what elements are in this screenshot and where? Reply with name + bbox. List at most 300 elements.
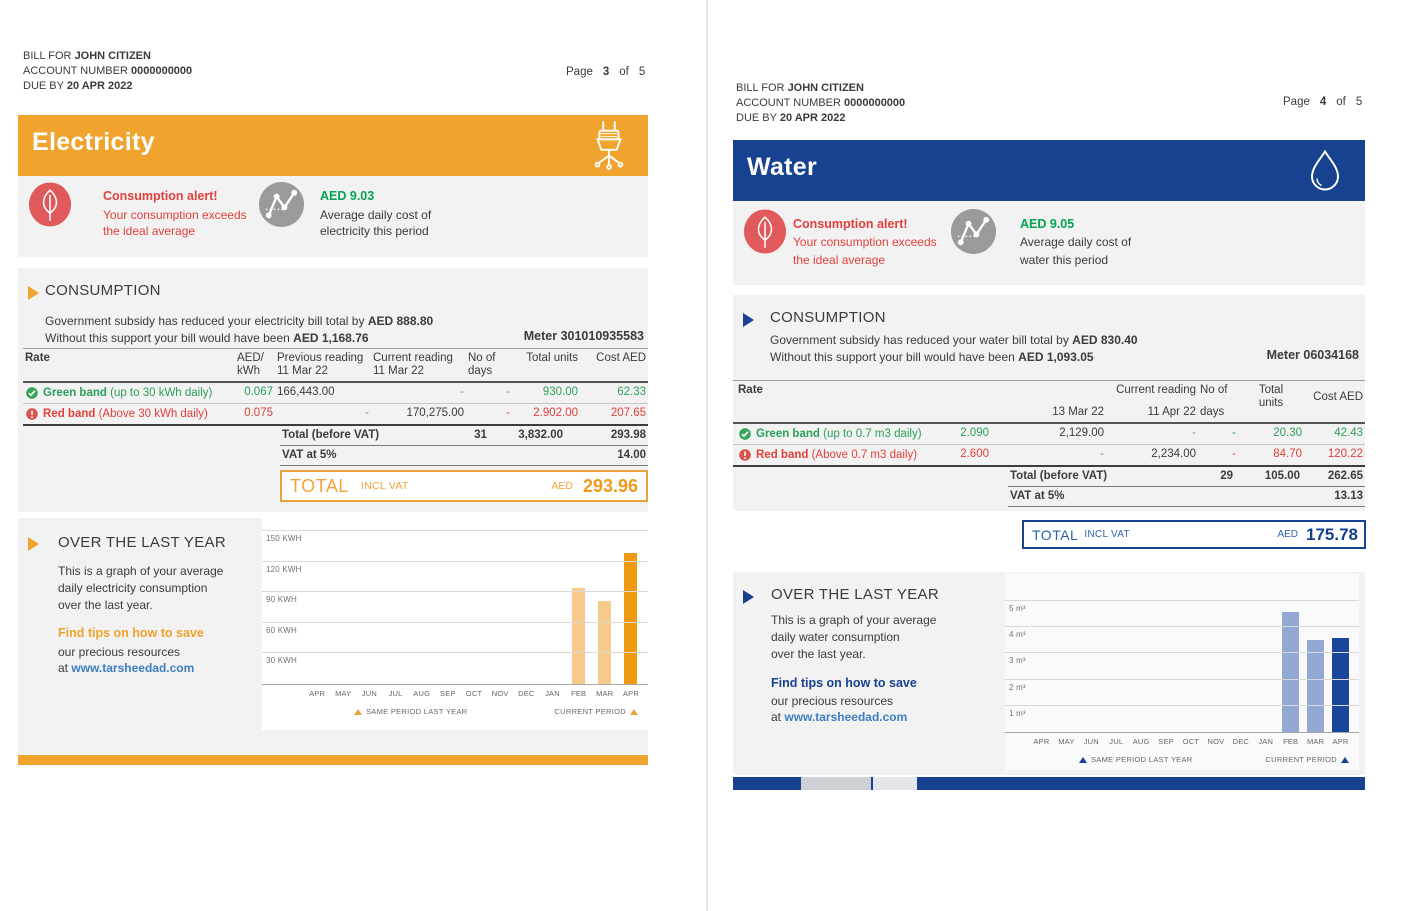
- month-slot: [356, 526, 382, 684]
- col-total-units: [512, 349, 580, 381]
- total-days: 31: [474, 429, 487, 441]
- over-last-year-title: OVER THE LAST YEAR: [771, 586, 939, 603]
- month-slot: [1054, 588, 1079, 732]
- green-band-label: [756, 428, 922, 441]
- due-line: [736, 111, 905, 126]
- section-marker-triangle: [28, 537, 39, 551]
- water-alert-panel: [733, 201, 1365, 285]
- bill-for-label: BILL FOR: [736, 82, 785, 94]
- due-label: DUE BY: [736, 112, 777, 124]
- green-band-label: [43, 387, 212, 400]
- col-days-l2: days: [468, 365, 493, 377]
- x-tick-label: APR: [1033, 737, 1050, 746]
- account-line: [736, 96, 905, 111]
- red-rate: 0.075: [244, 407, 273, 419]
- total-cost: 262.65: [1327, 470, 1363, 482]
- month-slot: [1228, 588, 1253, 732]
- col-curr-date: 11 Apr 22: [1147, 406, 1196, 418]
- legend-last-year-label: SAME PERIOD LAST YEAR: [1091, 755, 1193, 764]
- legend-last-year-label: SAME PERIOD LAST YEAR: [366, 707, 468, 716]
- chart-plot: [262, 526, 648, 685]
- col-unit-l2: kWh: [237, 365, 260, 377]
- graph-desc-l3: over the last year.: [58, 598, 153, 612]
- subsidy-amount2: AED 1,168.76: [293, 331, 369, 345]
- legend-current: [554, 707, 642, 716]
- col-units-label: Total units: [526, 352, 578, 364]
- col-total-units: [1238, 381, 1304, 422]
- footer-bar-segment: [801, 777, 871, 790]
- month-slot: [409, 526, 435, 684]
- daily-cost-graph-icon: [258, 181, 305, 228]
- gridline: [262, 530, 648, 531]
- green-band-name: Green band: [756, 427, 820, 440]
- x-tick-label: SEP: [440, 689, 456, 698]
- green-previous: 2,129.00: [1059, 427, 1104, 439]
- red-band-name: Red band: [43, 407, 96, 420]
- consumption-section-title: CONSUMPTION: [770, 309, 886, 326]
- green-band-cell: [733, 424, 933, 444]
- section-marker-triangle: [743, 313, 754, 327]
- x-tick-label: JUN: [1083, 737, 1099, 746]
- col-days: [1198, 381, 1238, 422]
- graph-desc-l1: This is a graph of your average: [58, 564, 224, 578]
- month-slot: [1303, 588, 1328, 732]
- table-header-row: [23, 348, 648, 383]
- col-cost-label: Cost AED: [596, 352, 646, 364]
- month-slot: [1253, 588, 1278, 732]
- x-tick-label: OCT: [1182, 737, 1200, 746]
- total-days: 29: [1220, 470, 1233, 482]
- table-header-row: [733, 380, 1365, 424]
- consumption-alert-title: Consumption alert!: [793, 217, 908, 231]
- month-slot: [1079, 588, 1104, 732]
- x-tick-label: NOV: [491, 689, 509, 698]
- green-days: -: [506, 386, 510, 398]
- avg-daily-cost-value: AED 9.05: [1020, 217, 1075, 231]
- electricity-consumption-chart: [262, 518, 648, 730]
- y-tick-label: 60 KWH: [266, 625, 297, 635]
- page-indicator-right: [1283, 96, 1362, 108]
- red-units: 2.902.00: [533, 407, 578, 419]
- gridline: [1005, 600, 1359, 601]
- customer-name: JOHN CITIZEN: [787, 82, 864, 94]
- x-tick-label: JUN: [361, 689, 377, 698]
- page-indicator-left: [566, 66, 645, 78]
- x-tick-label: APR: [309, 689, 326, 698]
- y-tick-label: 5 m³: [1009, 604, 1026, 614]
- legend-last-year: [350, 707, 467, 716]
- currency-label: AED: [551, 480, 573, 492]
- x-tick-label: JAN: [1258, 737, 1274, 746]
- green-band-row: [733, 424, 1365, 445]
- col-units-l1: Total: [1258, 384, 1284, 396]
- total-label: TOTAL: [290, 475, 349, 496]
- col-curr-l1: Current reading: [1116, 384, 1196, 396]
- tarsheedad-link[interactable]: www.tarsheedad.com: [784, 710, 908, 724]
- consumption-alert-title: Consumption alert!: [103, 189, 218, 203]
- subsidy-text2: Without this support your bill would have been: [45, 331, 290, 345]
- page-number: 3: [602, 66, 610, 78]
- red-band-desc: (Above 30 kWh daily): [98, 407, 208, 420]
- green-units: 20.30: [1273, 427, 1302, 439]
- legend-current: [1265, 755, 1353, 764]
- x-tick-label: MAR: [1306, 737, 1325, 746]
- month-slot: [592, 526, 618, 684]
- bill-for-line: [23, 49, 192, 64]
- vat-label: VAT at 5%: [282, 449, 337, 461]
- gridline: [262, 652, 648, 653]
- incl-vat-label: INCL VAT: [360, 480, 409, 492]
- total-label: TOTAL: [1032, 526, 1079, 543]
- y-tick-label: 2 m³: [1009, 682, 1026, 692]
- meter-number: Meter 301010935583: [523, 329, 644, 343]
- total-cost: 293.98: [610, 429, 646, 441]
- graph-desc-l2: daily water consumption: [771, 630, 900, 644]
- green-current: -: [1192, 427, 1196, 439]
- subsidy-text2: Without this support your bill would have been: [770, 350, 1015, 364]
- currency-label: AED: [1277, 529, 1298, 540]
- plug-icon: [588, 120, 630, 172]
- avg-desc-line1: Average daily cost of: [320, 208, 432, 222]
- green-check-icon: [25, 386, 39, 400]
- red-current: 170,275.00: [406, 407, 464, 419]
- month-slot: [304, 526, 330, 684]
- month-slot: [539, 526, 565, 684]
- water-footer-bar: [733, 777, 1365, 790]
- month-slot: [566, 526, 592, 684]
- chart-x-axis: [304, 689, 644, 698]
- bill-for-line: [736, 81, 905, 96]
- tips-link-line: [771, 710, 907, 724]
- total-units: 105.00: [1264, 470, 1300, 482]
- page-total: 5: [638, 66, 646, 78]
- due-date: 20 APR 2022: [779, 112, 846, 124]
- page-label: Page: [1283, 96, 1310, 108]
- y-tick-label: 30 KWH: [266, 656, 297, 666]
- vat-label: VAT at 5%: [1010, 490, 1065, 502]
- month-slot: [1179, 588, 1204, 732]
- subsidy-line2: [45, 331, 369, 345]
- red-days: -: [506, 407, 510, 419]
- current-triangle-icon: [630, 709, 638, 715]
- section-marker-triangle: [28, 286, 39, 300]
- water-history-panel: [733, 572, 1365, 775]
- legend-current-label: CURRENT PERIOD: [554, 707, 626, 716]
- water-section-band: [733, 140, 1365, 201]
- month-slot: [435, 526, 461, 684]
- avg-desc-line2: water this period: [1020, 253, 1109, 267]
- electricity-title: Electricity: [32, 128, 155, 156]
- y-tick-label: 4 m³: [1009, 630, 1026, 640]
- meter-number: Meter 06034168: [1266, 348, 1359, 362]
- x-tick-label: MAY: [335, 689, 352, 698]
- month-slot: [1278, 588, 1303, 732]
- gridline: [262, 622, 648, 623]
- x-tick-label: MAR: [596, 689, 614, 698]
- legend-last-year: [1075, 755, 1192, 764]
- gridline: [1005, 705, 1359, 706]
- col-current-reading: [1106, 381, 1198, 422]
- alert-line2: the ideal average: [793, 253, 886, 267]
- x-tick-label: NOV: [1207, 737, 1225, 746]
- gridline: [262, 561, 648, 562]
- tips-line2: our precious resources: [58, 645, 181, 659]
- col-days-l1: No of: [468, 352, 496, 364]
- leaf-alert-icon: [743, 208, 787, 255]
- bar-mar-last_year: [598, 601, 611, 684]
- total-before-vat-row: [280, 426, 648, 446]
- graph-desc-l1: This is a graph of your average: [771, 613, 937, 627]
- alert-line1: Your consumption exceeds: [103, 208, 247, 222]
- electricity-consumption-table: [23, 348, 648, 502]
- gridline: [262, 591, 648, 592]
- green-band-cell: [23, 383, 235, 403]
- graph-desc-l2: daily electricity consumption: [58, 581, 208, 595]
- vat-row: [280, 446, 648, 466]
- vat-amount: 13.13: [1334, 490, 1363, 502]
- red-band-label: [43, 408, 208, 421]
- y-tick-label: 3 m³: [1009, 656, 1026, 666]
- of-label: of: [619, 66, 629, 78]
- alert-line1: Your consumption exceeds: [793, 235, 937, 249]
- bar-mar-last_year: [1307, 640, 1324, 732]
- last-year-triangle-icon: [1079, 757, 1087, 763]
- chart-legend: [262, 707, 648, 716]
- vat-amount: 14.00: [617, 449, 646, 461]
- tips-line2: our precious resources: [771, 694, 894, 708]
- total-units: 3,832.00: [518, 429, 563, 441]
- incl-vat-label: INCL VAT: [1084, 529, 1130, 540]
- bill-header-right: [736, 81, 905, 126]
- electricity-total-box: [280, 470, 648, 502]
- green-rate: 2.090: [960, 427, 989, 439]
- green-band-desc: (up to 30 kWh daily): [110, 386, 213, 399]
- red-previous: -: [365, 407, 369, 419]
- page-total: 5: [1355, 96, 1363, 108]
- red-band-cell: [733, 445, 933, 465]
- electricity-history-panel: [18, 518, 648, 754]
- legend-current-label: CURRENT PERIOD: [1265, 755, 1337, 764]
- col-unit: [235, 349, 275, 381]
- due-date: 20 APR 2022: [66, 80, 133, 92]
- red-rate: 2.600: [960, 448, 989, 460]
- red-band-cell: [23, 404, 235, 424]
- tips-link-line: [58, 661, 194, 675]
- avg-desc-line1: Average daily cost of: [1020, 235, 1132, 249]
- col-prev-l1: Previous reading: [277, 352, 364, 364]
- electricity-alert-panel: [18, 176, 648, 257]
- red-band-row: [733, 445, 1365, 467]
- electricity-consumption-panel: [18, 268, 648, 512]
- electricity-footer-bar: [18, 755, 648, 765]
- green-check-icon: [738, 427, 752, 441]
- chart-x-axis: [1029, 737, 1353, 746]
- graph-desc-l3: over the last year.: [771, 647, 866, 661]
- green-band-row: [23, 383, 648, 404]
- red-band-desc: (Above 0.7 m3 daily): [811, 448, 918, 461]
- account-number: 0000000000: [843, 97, 906, 109]
- chart-legend: [1005, 755, 1359, 764]
- y-tick-label: 1 m³: [1009, 708, 1026, 718]
- y-tick-label: 120 KWH: [266, 564, 302, 574]
- x-tick-label: FEB: [571, 689, 587, 698]
- x-tick-label: DEC: [1232, 737, 1250, 746]
- red-alert-icon: [25, 407, 39, 421]
- page-label: Page: [566, 66, 593, 78]
- month-slot: [1154, 588, 1179, 732]
- x-tick-label: APR: [622, 689, 639, 698]
- x-tick-label: JUL: [388, 689, 403, 698]
- account-label: ACCOUNT NUMBER: [736, 97, 841, 109]
- red-units: 84.70: [1273, 448, 1302, 460]
- total-before-vat-label: Total (before VAT): [282, 429, 380, 441]
- water-consumption-chart: [1005, 574, 1359, 770]
- customer-name: JOHN CITIZEN: [74, 50, 151, 62]
- col-days: [466, 349, 512, 381]
- col-prev-l2: 11 Mar 22: [277, 365, 328, 377]
- gridline: [1005, 679, 1359, 680]
- gridline: [1005, 652, 1359, 653]
- account-label: ACCOUNT NUMBER: [23, 65, 128, 77]
- total-before-vat-row: [1008, 467, 1365, 487]
- col-current-reading: [371, 349, 466, 381]
- water-consumption-panel: [733, 295, 1365, 511]
- month-slot: [1029, 588, 1054, 732]
- subsidy-line2: [770, 350, 1094, 364]
- x-tick-label: DEC: [518, 689, 535, 698]
- month-slot: [1328, 588, 1353, 732]
- tips-at: at: [771, 710, 782, 724]
- x-tick-label: JUL: [1109, 737, 1124, 746]
- avg-daily-cost-value: AED 9.03: [320, 189, 375, 203]
- green-band-name: Green band: [43, 386, 107, 399]
- month-slot: [1129, 588, 1154, 732]
- month-slot: [513, 526, 539, 684]
- x-tick-label: AUG: [413, 689, 431, 698]
- gridline: [1005, 626, 1359, 627]
- col-rate: Rate: [738, 384, 763, 396]
- x-tick-label: FEB: [1283, 737, 1299, 746]
- find-tips-text: Find tips on how to save: [771, 676, 917, 690]
- leaf-alert-icon: [28, 181, 72, 228]
- grand-total-amount: 175.78: [1306, 524, 1358, 544]
- green-current: -: [460, 386, 464, 398]
- month-slot: [487, 526, 513, 684]
- red-cost: 207.65: [610, 407, 646, 419]
- of-label: of: [1336, 96, 1346, 108]
- current-triangle-icon: [1341, 757, 1349, 763]
- green-units: 930.00: [542, 386, 578, 398]
- avg-desc-line2: electricity this period: [320, 224, 429, 238]
- col-rate: Rate: [25, 352, 50, 364]
- red-band-name: Red band: [756, 448, 809, 461]
- last-year-triangle-icon: [354, 709, 362, 715]
- chart-bars: [304, 526, 644, 684]
- due-line: [23, 79, 192, 94]
- col-cost: Cost AED: [1313, 391, 1363, 403]
- month-slot: [461, 526, 487, 684]
- subsidy-amount1: AED 830.40: [1072, 333, 1138, 347]
- col-rate-value: [933, 381, 991, 422]
- x-tick-label: AUG: [1132, 737, 1150, 746]
- bar-feb-last_year: [1282, 612, 1299, 732]
- tarsheedad-link[interactable]: www.tarsheedad.com: [71, 661, 195, 675]
- col-previous-reading: [275, 349, 371, 381]
- bar-apr-current: [624, 553, 637, 684]
- month-slot: [1104, 588, 1129, 732]
- page-divider: [706, 0, 708, 911]
- grand-total-amount: 293.96: [582, 475, 638, 496]
- subsidy-amount2: AED 1,093.05: [1018, 350, 1094, 364]
- x-tick-label: MAY: [1058, 737, 1075, 746]
- col-cost: [580, 349, 648, 381]
- section-marker-triangle: [743, 590, 754, 604]
- green-previous: 166,443.00: [277, 386, 335, 398]
- chart-plot: [1005, 588, 1359, 733]
- col-curr-l2: 11 Mar 22: [373, 365, 424, 377]
- col-previous-reading: [991, 381, 1106, 422]
- x-tick-label: APR: [1332, 737, 1349, 746]
- green-days: -: [1232, 427, 1236, 439]
- red-previous: -: [1100, 448, 1104, 460]
- col-prev-date: 13 Mar 22: [1052, 406, 1104, 418]
- account-line: [23, 64, 192, 79]
- page-number: 4: [1319, 96, 1327, 108]
- over-last-year-title: OVER THE LAST YEAR: [58, 534, 226, 551]
- month-slot: [1203, 588, 1228, 732]
- subsidy-line1: [45, 314, 433, 328]
- water-consumption-table: [733, 380, 1365, 507]
- total-before-vat-label: Total (before VAT): [1010, 470, 1108, 482]
- x-tick-label: JAN: [545, 689, 560, 698]
- subsidy-text1: Government subsidy has reduced your electricity bill total by: [45, 314, 365, 328]
- graph-description: [58, 563, 223, 614]
- due-label: DUE BY: [23, 80, 64, 92]
- bar-feb-last_year: [572, 588, 585, 684]
- month-slot: [618, 526, 644, 684]
- red-band-label: [756, 449, 917, 462]
- account-number: 0000000000: [130, 65, 193, 77]
- green-rate: 0.067: [244, 386, 273, 398]
- bill-header-left: [23, 49, 192, 94]
- consumption-section-title: CONSUMPTION: [45, 282, 161, 299]
- find-tips-text: Find tips on how to save: [58, 626, 204, 640]
- vat-row: [1008, 487, 1365, 507]
- red-alert-icon: [738, 448, 752, 462]
- green-band-desc: (up to 0.7 m3 daily): [823, 427, 922, 440]
- x-tick-label: SEP: [1158, 737, 1174, 746]
- red-current: 2,234.00: [1151, 448, 1196, 460]
- graph-description: [771, 612, 936, 663]
- daily-cost-graph-icon: [950, 208, 997, 255]
- month-slot: [330, 526, 356, 684]
- col-units-l2: units: [1258, 397, 1284, 409]
- water-total-box: [1022, 520, 1366, 549]
- green-cost: 62.33: [617, 386, 646, 398]
- red-band-row: [23, 404, 648, 426]
- chart-bars: [1029, 588, 1353, 732]
- col-unit-l1: AED/: [237, 352, 264, 364]
- tips-at: at: [58, 661, 69, 675]
- x-tick-label: OCT: [465, 689, 483, 698]
- electricity-section-band: [18, 115, 648, 176]
- subsidy-text1: Government subsidy has reduced your water bill total by: [770, 333, 1069, 347]
- col-days-l2: days: [1200, 406, 1225, 418]
- alert-line2: the ideal average: [103, 224, 196, 238]
- red-cost: 120.22: [1327, 448, 1363, 460]
- subsidy-amount1: AED 888.80: [367, 314, 434, 328]
- water-drop-icon: [1307, 148, 1343, 193]
